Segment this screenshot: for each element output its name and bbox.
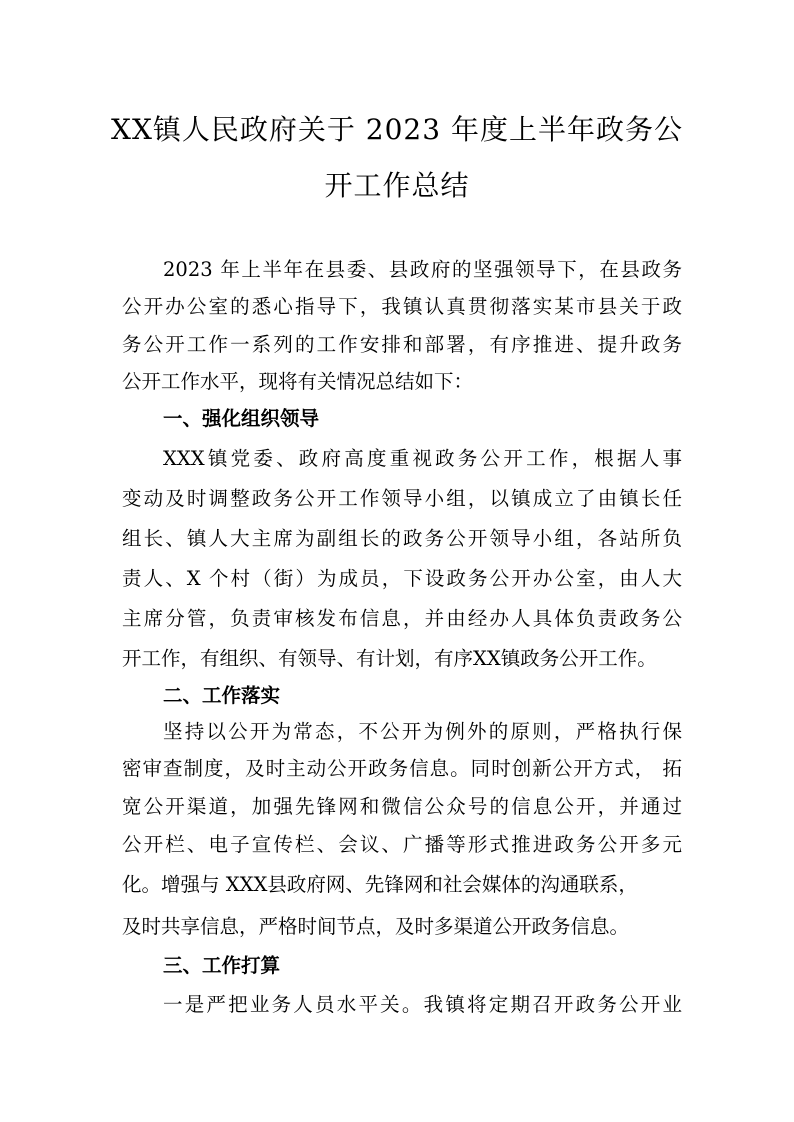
section-1-line: 组长、镇人大主席为副组长的政务公开领导小组，各站所负	[122, 527, 682, 550]
section-2-line: 坚持以公开为常态，不公开为例外的原则，严格执行保	[163, 720, 682, 743]
section-1-line: 责人、X 个村（街）为成员，下设政务公开办公室，由人大	[122, 567, 682, 590]
section-2-line: 化。增强与 XXX县政府网、先锋网和社会媒体的沟通联系，	[122, 873, 638, 896]
intro-paragraph-line: 务公开工作一系列的工作安排和部署，有序推进、提升政务	[122, 333, 682, 356]
section-1-line: 主席分管，负责审核发布信息，并由经办人具体负责政务公	[122, 607, 682, 630]
section-heading-3: 三、工作打算	[163, 954, 281, 977]
section-2-line: 宽公开渠道，加强先锋网和微信公众号的信息公开，并通过	[122, 795, 682, 818]
section-3-line: 一是严把业务人员水平关。我镇将定期召开政务公开业	[163, 993, 682, 1016]
section-2-line: 及时共享信息，严格时间节点，及时多渠道公开政务信息。	[122, 915, 630, 938]
section-1-line: 开工作，有组织、有领导、有计划，有序XX镇政务公开工作。	[122, 647, 657, 670]
section-1-line: XXX镇党委、政府高度重视政务公开工作，根据人事	[163, 447, 682, 470]
section-2-line: 密审查制度，及时主动公开政务信息。同时创新公开方式， 拓	[122, 757, 682, 780]
intro-paragraph-line: 2023 年上半年在县委、县政府的坚强领导下，在县政务	[163, 258, 682, 281]
section-1-line: 变动及时调整政务公开工作领导小组，以镇成立了由镇长任	[122, 487, 682, 510]
section-heading-2: 二、工作落实	[163, 684, 281, 707]
document-title-line-2: 开工作总结	[324, 169, 470, 202]
section-2-line: 公开栏、电子宣传栏、会议、广播等形式推进政务公开多元	[122, 833, 682, 856]
intro-paragraph-line: 公开办公室的悉心指导下，我镇认真贯彻落实某市县关于政	[122, 295, 682, 318]
document-title-line-1: XX镇人民政府关于 2023 年度上半年政务公	[111, 113, 683, 146]
intro-paragraph-line: 公开工作水平，现将有关情况总结如下：	[122, 370, 474, 393]
section-heading-1: 一、强化组织领导	[163, 407, 320, 430]
